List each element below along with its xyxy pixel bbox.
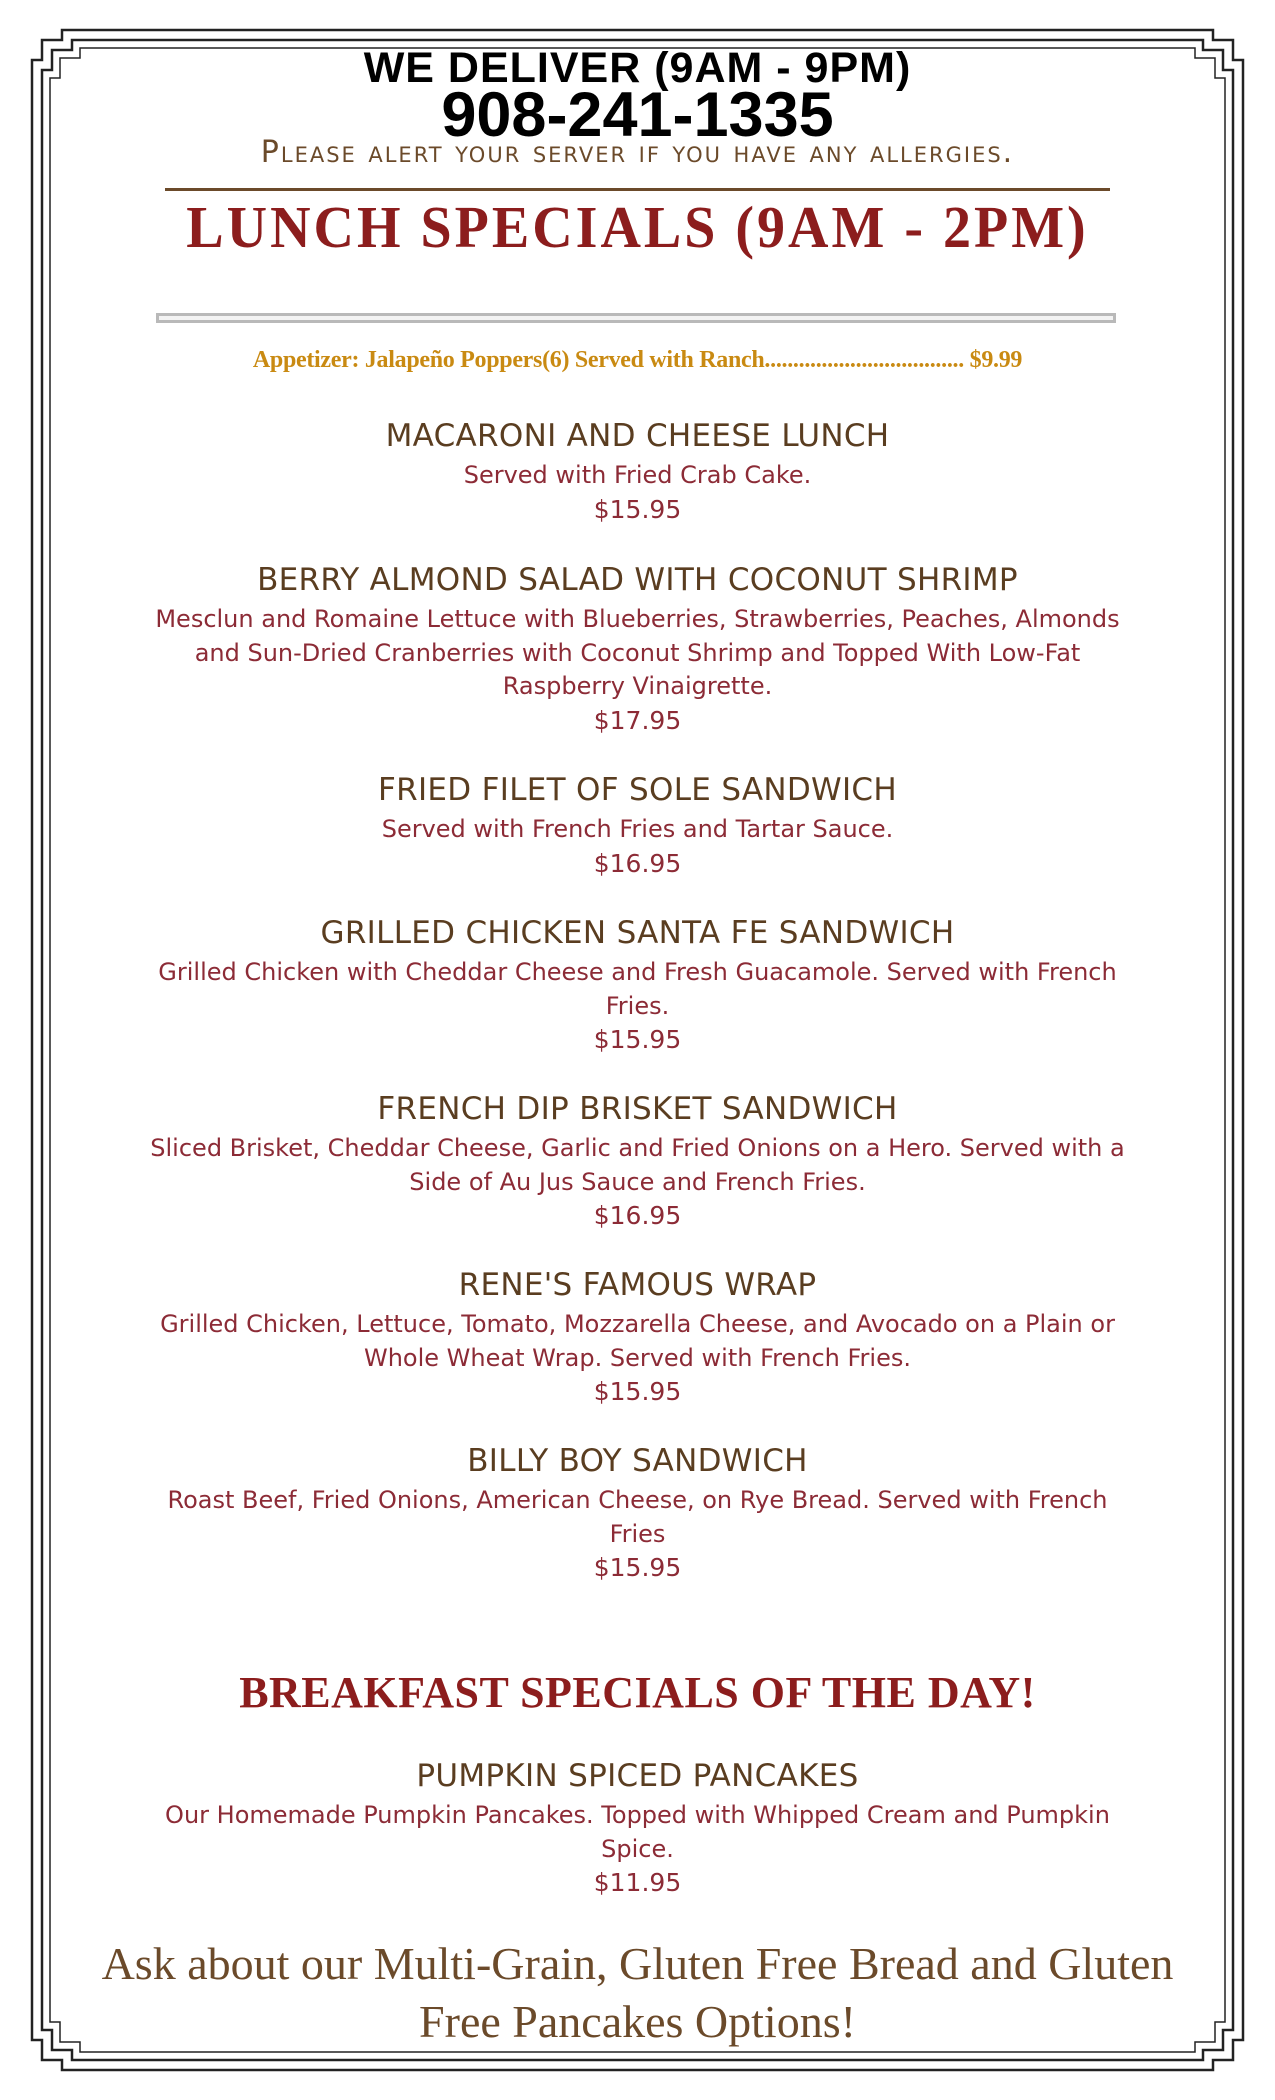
- menu-item-price: $16.95: [593, 1201, 682, 1230]
- phone-number: 908-241-1335: [441, 80, 834, 150]
- menu-item-price: $15.95: [593, 494, 682, 524]
- menu-item-description: Served with Fried Crab Cake.: [463, 461, 812, 489]
- menu-item-description: Our Homemade Pumpkin Pancakes. Topped with Whipped Cream and Pumpkin Spice.: [165, 1801, 1110, 1863]
- menu-item-price: $16.95: [593, 848, 682, 878]
- menu-item-name: BERRY ALMOND SALAD WITH COCONUT SHRIMP: [257, 562, 1018, 598]
- menu-item-description: Grilled Chicken with Cheddar Cheese and Fresh Guacamole. Served with French Fries.: [158, 958, 1117, 1020]
- menu-item-price: $15.95: [593, 1377, 682, 1406]
- menu-item-name: BILLY BOY SANDWICH: [467, 1443, 808, 1479]
- menu-item-name: FRIED FILET OF SOLE SANDWICH: [378, 772, 897, 808]
- menu-item: [150, 770, 1125, 881]
- delivery-hours: WE DELIVER (9AM - 9PM): [363, 44, 912, 92]
- menu-item-description: Roast Beef, Fried Onions, American Cheese, on Rye Bread. Served with French Fries: [167, 1486, 1108, 1548]
- menu-item-price: $15.95: [593, 1553, 682, 1582]
- menu-item-description: Mesclun and Romaine Lettuce with Blueberries, Strawberries, Peaches, Almonds and Sun-Dried Cranberries with Coconut Shrimp and Topped With Low-Fat Raspberry Vinaigrette.: [155, 605, 1120, 700]
- menu-item: [150, 560, 1125, 738]
- breakfast-specials-title: BREAKFAST SPECIALS OF THE DAY!: [239, 1668, 1036, 1717]
- section-divider-bar: [156, 313, 1116, 323]
- menu-item-description: Grilled Chicken, Lettuce, Tomato, Mozzarella Cheese, and Avocado on a Plain or Whole Wheat Wrap. Served with French Fries.: [160, 1310, 1115, 1372]
- menu-item: [150, 1441, 1125, 1585]
- menu-item: [150, 1756, 1125, 1900]
- header-divider: [165, 188, 1110, 191]
- menu-item-name: MACARONI AND CHEESE LUNCH: [385, 418, 890, 454]
- menu-item-description: Served with French Fries and Tartar Sauce.: [381, 815, 894, 843]
- menu-item-description: Sliced Brisket, Cheddar Cheese, Garlic and Fried Onions on a Hero. Served with a Side of Au Jus Sauce and French Fries.: [150, 1134, 1125, 1196]
- menu-item: [150, 416, 1125, 527]
- menu-item-name: PUMPKIN SPICED PANCAKES: [416, 1758, 859, 1794]
- lunch-specials-title: LUNCH SPECIALS (9AM - 2PM): [186, 195, 1089, 261]
- menu-item: [150, 1265, 1125, 1409]
- menu-item-name: GRILLED CHICKEN SANTA FE SANDWICH: [320, 915, 955, 951]
- menu-item-name: RENE'S FAMOUS WRAP: [458, 1267, 817, 1303]
- allergy-notice: Please alert your server if you have any allergies.: [260, 135, 1015, 170]
- menu-item-price: $15.95: [593, 1025, 682, 1054]
- menu-item-name: FRENCH DIP BRISKET SANDWICH: [377, 1091, 898, 1127]
- menu-item: [150, 1089, 1125, 1233]
- appetizer-line: Appetizer: Jalapeño Poppers(6) Served with Ranch................................... $9.99: [252, 347, 1023, 373]
- gluten-free-note: Ask about our Multi-Grain, Gluten Free Bread and Gluten Free Pancakes Options!: [101, 1938, 1174, 2047]
- menu-item: [150, 913, 1125, 1057]
- menu-item-price: $11.95: [593, 1868, 682, 1897]
- menu-item-price: $17.95: [593, 705, 682, 735]
